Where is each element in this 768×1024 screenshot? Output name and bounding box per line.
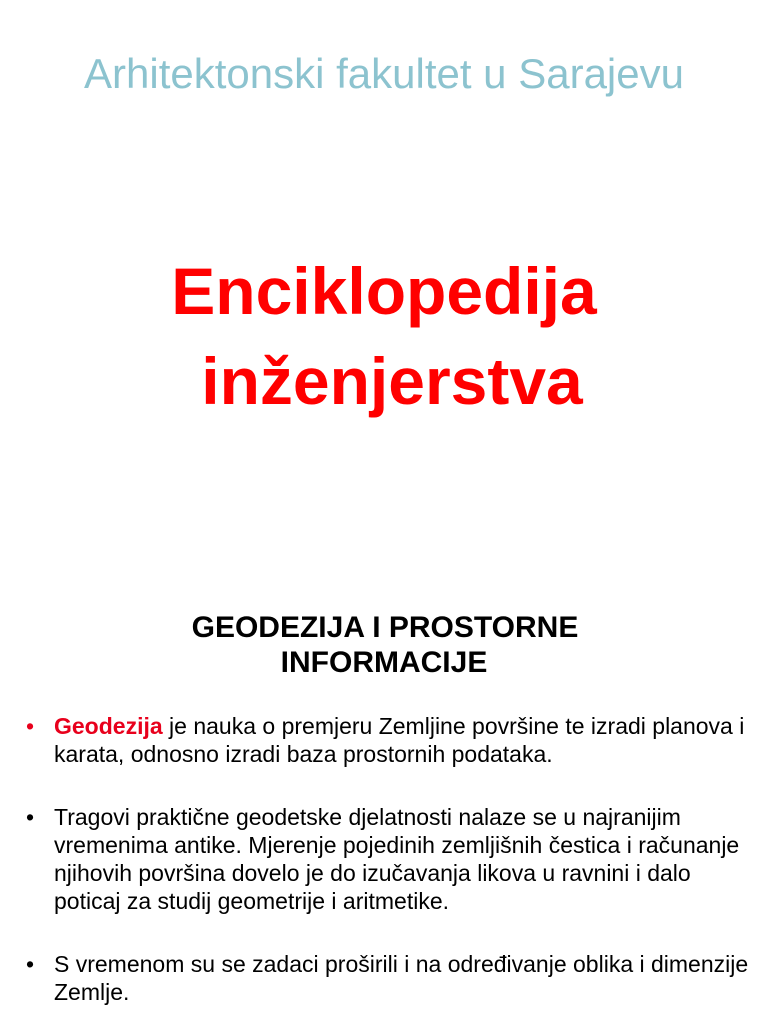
list-item <box>26 712 756 768</box>
document-title <box>0 246 768 426</box>
highlighted-term: Geodezija <box>54 713 163 739</box>
bullet-marker: • <box>26 951 35 977</box>
document-title-line-1: Enciklopedija <box>171 254 597 328</box>
bullet-marker: • <box>26 713 35 739</box>
bullet-list <box>26 712 756 1006</box>
list-item-text: je nauka o premjeru Zemljine površine te izradi planova i karata, odnosno izradi baza prostornih podataka. <box>54 713 745 767</box>
institution-name: Arhitektonski fakultet u Sarajevu <box>84 50 684 97</box>
list-item <box>26 803 756 915</box>
section-heading-line-2: INFORMACIJE <box>280 646 488 679</box>
list-item <box>26 950 756 1006</box>
section-heading-line-1: GEODEZIJA I PROSTORNE <box>191 611 579 644</box>
document-title-line-2: inženjerstva <box>201 344 583 418</box>
section-heading <box>0 610 768 680</box>
list-item-text: Tragovi praktične geodetske djelatnosti nalaze se u najranijim vremenima antike. Mjerenje pojedinih zemljišnih čestica i računanje njihovih površina dovelo je do izučavanja likova u ravnini i dalo poticaj za studij geometrije i aritmetike. <box>54 804 740 914</box>
bullet-marker: • <box>26 804 35 830</box>
list-item-text: S vremenom su se zadaci proširili i na određivanje oblika i dimenzije Zemlje. <box>54 951 749 1005</box>
